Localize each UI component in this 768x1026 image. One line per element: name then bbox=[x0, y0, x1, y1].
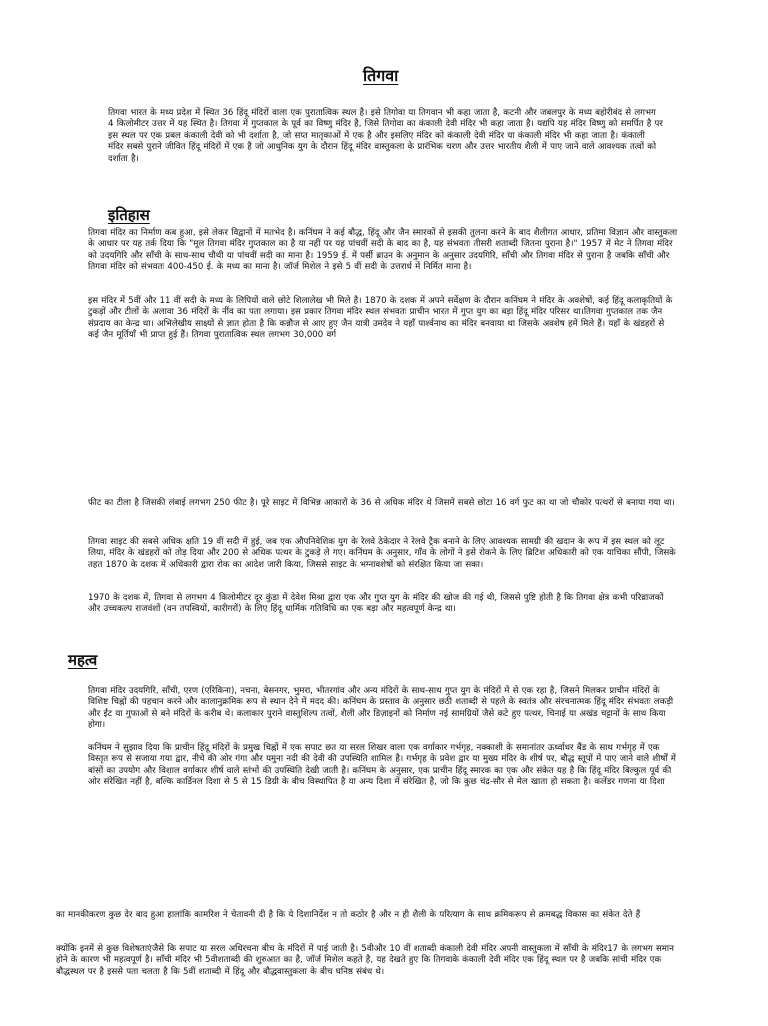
history-paragraph-3: फीट का टीला है जिसकी लंबाई लगभग 250 फीट है। पूरे साइट में विभिन्न आकारों के 36 से अधिक मंदिर थे जिसमें सबसे छोटा 16 वर्ग फुट का था जो चौकोर पत्थरों से बनाया गया था। bbox=[88, 498, 675, 508]
history-paragraph-5: 1970 के दशक में, तिगवा से लगभग 4 किलोमीटर दूर कुंडा में देवेश मिश्रा द्वारा एक और गुप्त युग के मंदिर की खोज की गई थी, जिससे पुष्टि होती है कि तिगवा क्षेत्र कभी परिव्राजकों और उच्चकल्प राजवंशों (वन तपस्वियों, कारीगरों) के लिए हिंदू धार्मिक गतिविधि का एक बड़ा और महत्वपूर्ण केन्द्र था। bbox=[88, 593, 664, 615]
significance-paragraph-1: तिगवा मंदिर उदयगिरि, साँची, एरण (एरिकिना), नचना, बेसनगर, भुमरा, भीतरगांव और अन्य मंदिरों के साथ-साथ गुप्त युग के मंदिरों में से एक रहा है, जिसने मिलकर प्राचीन मंदिरों के विशिष्ट चिह्नों की पहचान करने और कालानुक्रमिक रूप से स्थान देने में मदद की। कनिंघम के प्रस्ताव के अनुसार छठी शताब्दी से पहले के स्वतंत्र और संरचनात्मक हिंदू मंदिर संभवतः लकड़ी और ईंट या गुफाओं से बने मंदिरों के करीब थे। कलाकार पुराने वास्तुशिल्प तत्वों, शैली और डिज़ाइनों को निर्माण नई सामग्रियों जैसे कटे हुए पत्थर, चिनाई या अखंड चट्टानों के साथ किया होगा। bbox=[88, 686, 674, 731]
history-paragraph-2: इस मंदिर में 5वीं और 11 वीं सदी के मध्य के लिपियों वाले छोटे शिलालेख भी मिले है। 1870 के दशक में अपने सर्वेक्षण के दौरान कनिंघम ने मंदिर के अवशेषों, कई हिंदू कलाकृतियों के टुकड़ों और टीलों के अलावा 36 मंदिरों के नींव का पता लगाया। इस प्रकार तिगवा मंदिर स्थल संभवतः प्राचीन भारत में गुप्त युग का बड़ा हिंदू मंदिर परिसर था।तिगवा गुप्तकाल तक जैन संप्रदाय का केन्द्र था। अभिलेखीय साक्ष्यों से ज्ञात होता है कि कन्नौज से आए हुए जैन यात्री उमदेव ने यहाँ पार्श्वनाथ का मंदिर बनवाया था जिसके अवशेष हमें मिले हैं। यहाँ के खंडहरों से कई जैन मूर्तियाँ भी प्राप्त हुई हैं। तिगवा पुरातात्विक स्थल लगभग 30,000 वर्ग bbox=[88, 296, 673, 341]
significance-paragraph-3: का मानकीकरण कुछ देर बाद हुआ हालांकि कामरिश ने चेतावनी दी है कि ये दिशानिर्देश न तो कठोर है और न ही शैली के परित्याग के साथ क्रमिकरूप से क्रमबद्ध विकास का संकेत देते हैं bbox=[56, 910, 641, 920]
intro-paragraph: तिगवा भारत के मध्य प्रदेश में स्थित 36 हिंदू मंदिरों वाला एक पुरातात्विक स्थल है। इसे तिगोवा या तिगवान भी कहा जाता है, कटनी और जबलपुर के मध्य बहोरीबंद से लगभग 4 किलोमीटर उत्तर में यह स्थित है। तिगवा में गुप्तकाल के पूर्व का विष्णु मंदिर है, जिसे तिगोवा का कंकाली देवी मंदिर भी कहा जाता है। यद्यपि यह मंदिर विष्णु को समर्पित है पर इस स्थल पर एक प्रबल कंकाली देवी को भी दर्शाता है, जो सप्त मातृकाओं में एक है और इसलिए मंदिर को कंकाली देवी मंदिर या कंकाली मंदिर भी कहा जाता है। कंकाली मंदिर सबसे पुराने जीवित हिंदू मंदिरों में एक है जो आधुनिक युग के दौरान हिंदू मंदिर वास्तुकला के प्रारंभिक चरण और उत्तर भारतीय शैली में पाए जाने वाले आवश्यक तत्वों को दर्शाता है। bbox=[108, 108, 663, 164]
significance-heading: महत्व bbox=[68, 651, 98, 669]
page-title: तिगवा bbox=[363, 66, 399, 85]
history-paragraph-4: तिगवा साइट की सबसे अधिक क्षति 19 वीं सदी में हुई, जब एक औपनिवेशिक युग के रेलवे ठेकेदार ने रेलवे ट्रैक बनाने के लिए आवश्यक सामग्री की खदान के रूप में इस स्थल को लूट लिया, मंदिर के खंडहरों को तोड़ दिया और 200 से अधिक पत्थर के टुकड़े ले गए। कनिंघम के अनुसार, गाँव के लोगों ने इसे रोकने के लिए ब्रिटिश अधिकारी को एक याचिका सौंपी, जिसके तहत 1870 के दशक में अधिकारी द्वारा रोक का आदेश जारी किया, जिससे साइट के भग्नावशेषों को संरक्षित किया जा सका। bbox=[88, 537, 676, 570]
significance-paragraph-4: क्योंकि इनमें से कुछ विशेषताएंजैसे कि सपाट या सरल अधिरचना बीच के मंदिरों में पाई जाती है। 5वीऔर 10 वीं शताब्दी कंकाली देवी मंदिर अपनी वास्तुकला में साँची के मंदिर17 के लगभग समान होने के कारण भी महत्वपूर्ण है। साँची मंदिर भी 5वीशताब्दी की शुरुआत का है, जॉर्ज मिशेल कहते है, यह देखते हुए कि तिगवाके कंकाली देवी मंदिर एक हिंदू स्थल पर है जबकि सांची मंदिर एक बौद्धस्थल पर है इससे पता चलता है कि 5वीं शताब्दी में हिंदू और बौद्धवास्तुकला के बीच घनिष्ठ संबंध थे। bbox=[56, 944, 674, 977]
significance-paragraph-2: कनिंघम ने सुझाव दिया कि प्राचीन हिंदू मंदिरों के प्रमुख चिह्नों में एक सपाट छत या सरल शिखर वाला एक वर्गाकार गर्भगृह, नक्काशी के समानांतर ऊर्ध्वाधर बैंड के साथ गर्भगृह में एक विस्तृत रूप से सजाया गया द्वार, नीचे की ओर गंगा और यमुना नदी की देवी की उपस्थिति शामिल है। गर्भगृह के प्रवेश द्वार या मुख्य मंदिर के शीर्ष पर, बौद्ध स्तूपों में पाए जाने वाले शीर्षों में बांसों का उपयोग और विशाल वर्गाकार शीर्ष वाले स्तंभों की उपस्थिति देखी जाती है। कनिंघम के अनुसार, एक प्राचीन हिंदू स्मारक का एक और संकेत यह है कि हिंदू मंदिर बिल्कुल पूर्व की ओर संरेखित नहीं है, बल्कि कार्डिनल दिशा से 5 से 15 डिग्री के बीच विस्थापित है या अन्य दिशा में संरेखित है, जो कि कुछ चंद्र-सौर से मेल खाता हो सकता है। कलेंडर गणना या दिशा bbox=[88, 743, 676, 788]
history-paragraph-1: तिगवा मंदिर का निर्माण कब हुआ, इसे लेकर विद्वानों में मतभेद है। कनिंघम ने कई बौद्ध, हिंदू और जैन स्मारकों से इसकी तुलना करने के बाद शैलीगत आधार, प्रतिमा विज्ञान और वास्तुकला के आधार पर यह तर्क दिया कि "मूल तिगवा मंदिर गुप्तकाल का है या नहीं पर यह पांचवीं सदी के बाद का है, यह संभवतः तीसरी शताब्दी जितना पुराना है।" 1957 में मेट ने तिगवा मंदिर को उदयगिरि और साँची के साथ-साथ चौथी या पांचवीं सदी का माना है। 1959 ई. में पर्सी ब्राउन के अनुमान के अनुसार उदयगिरि, साँची और तिगवा मंदिर से पुराना है जबकि साँची और तिगवा मंदिर को संभवतः 400-450 ई. के मध्य का माना है। जॉर्ज मिशेल ने इसे 5 वीं सदी के उत्तरार्ध में निर्मित माना है। bbox=[88, 228, 678, 273]
history-heading: इतिहास bbox=[108, 206, 150, 224]
